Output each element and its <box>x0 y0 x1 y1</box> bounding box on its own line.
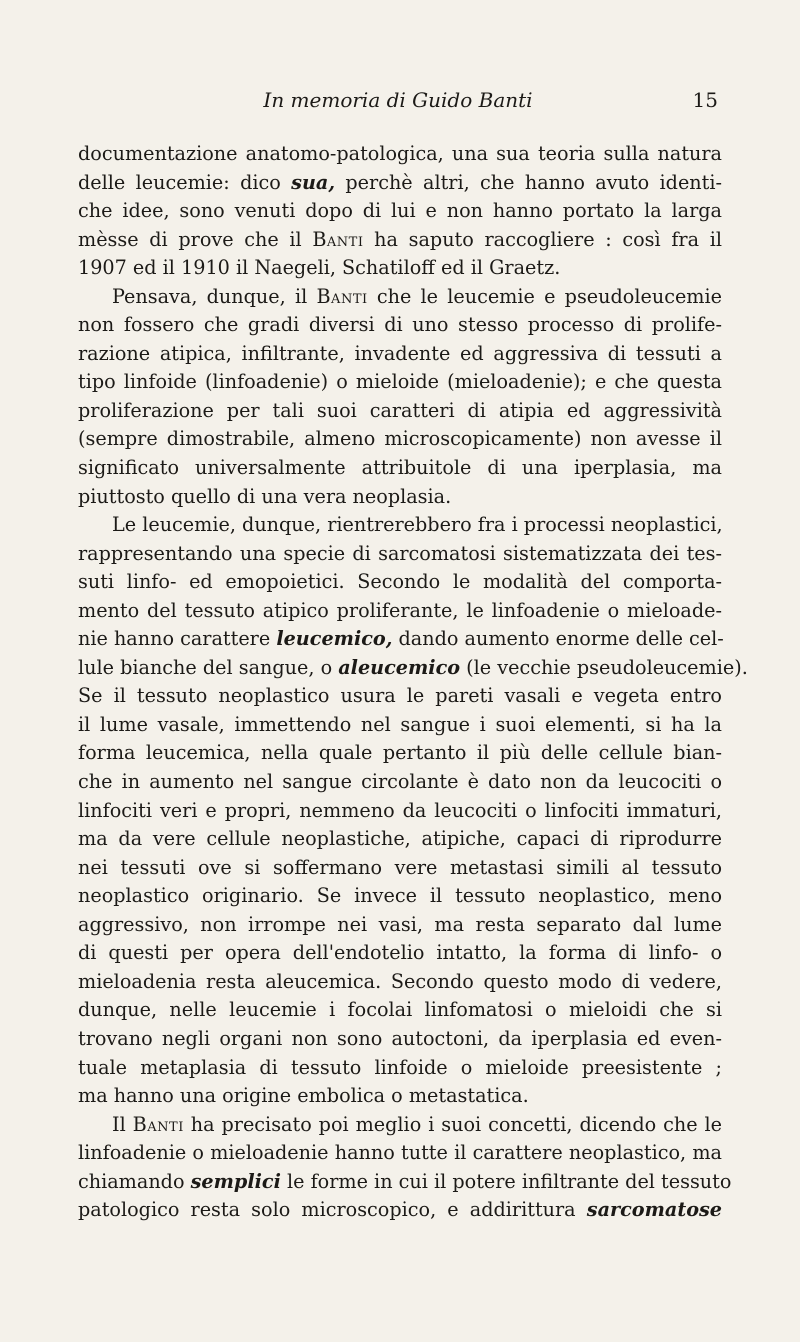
text-line: proliferazione per tali suoi caratteri di atipia ed aggressività <box>78 398 722 422</box>
text-line: che in aumento nel sangue circolante è dato non da leucociti o <box>78 770 722 794</box>
text-line: nei tessuti ove si soffermano vere metastasi simili al tessuto <box>78 855 722 879</box>
text-line: patologico resta solo microscopico, e addirittura sarcomatose <box>78 1198 722 1222</box>
text-line: delle leucemie: dico sua, perchè altri, che hanno avuto identi- <box>78 170 722 194</box>
text-line: 1907 ed il 1910 il Naegeli, Schatiloff ed il Graetz. <box>78 256 561 280</box>
text-line: mèsse di prove che il Banti ha saputo raccogliere : così fra il <box>78 227 722 251</box>
author-name: Banti <box>316 284 368 308</box>
text-line: dunque, nelle leucemie i focolai linfomatosi o mieloidi che si <box>78 998 722 1022</box>
text-line: nie hanno carattere leucemico, dando aumento enorme delle cel- <box>78 627 724 651</box>
text-line: razione atipica, infiltrante, invadente ed aggressiva di tessuti a <box>78 341 722 365</box>
emphasis: aleucemico <box>338 655 461 679</box>
text-line: Pensava, dunque, il Banti che le leucemie e pseudoleucemie <box>112 284 722 308</box>
emphasis: sua, <box>291 170 336 194</box>
text-line: neoplastico originario. Se invece il tessuto neoplastico, meno <box>78 884 722 908</box>
author-name: Banti <box>312 227 364 251</box>
text-line: significato universalmente attribuitole di una iperplasia, ma <box>78 456 722 480</box>
text-line: linfociti veri e propri, nemmeno da leucociti o linfociti immaturi, <box>78 798 722 822</box>
author-name: Banti <box>132 1112 184 1136</box>
body-text <box>78 140 748 1225</box>
text-line: Il Banti ha precisato poi meglio i suoi concetti, dicendo che le <box>112 1112 722 1136</box>
emphasis: semplici <box>190 1169 281 1193</box>
text-line: forma leucemica, nella quale pertanto il più delle cellule bian- <box>78 741 722 765</box>
text-line: di questi per opera dell'endotelio intatto, la forma di linfo- o <box>78 941 722 965</box>
text-line: lule bianche del sangue, o aleucemico (le vecchie pseudoleucemie). <box>78 655 748 679</box>
text-line: il lume vasale, immettendo nel sangue i suoi elementi, si ha la <box>78 712 722 736</box>
text-line: che idee, sono venuti dopo di lui e non hanno portato la larga <box>78 199 722 223</box>
text-line: Le leucemie, dunque, rientrerebbero fra i processi neoplastici, <box>112 513 723 537</box>
text-line: ma da vere cellule neoplastiche, atipiche, capaci di riprodurre <box>78 827 722 851</box>
text-line: tuale metaplasia di tessuto linfoide o mieloide preesistente ; <box>78 1055 722 1079</box>
running-title: In memoria di Guido Banti <box>263 88 533 112</box>
text-line: chiamando semplici le forme in cui il potere infiltrante del tessuto <box>78 1169 732 1193</box>
text-line: tipo linfoide (linfoadenie) o mieloide (mieloadenie); e che questa <box>78 370 722 394</box>
page-number: 15 <box>692 88 718 112</box>
text-line: mieloadenia resta aleucemica. Secondo questo modo di vedere, <box>78 969 722 993</box>
text-line: rappresentando una specie di sarcomatosi sistematizzata dei tes- <box>78 541 722 565</box>
text-line: aggressivo, non irrompe nei vasi, ma resta separato dal lume <box>78 912 722 936</box>
emphasis: sarcomatose <box>586 1198 722 1222</box>
page-header <box>78 88 718 118</box>
text-line: ma hanno una origine embolica o metastatica. <box>78 1084 529 1108</box>
text-line: mento del tessuto atipico proliferante, le linfoadenie o mieloade- <box>78 598 722 622</box>
text-line: non fossero che gradi diversi di uno stesso processo di prolife- <box>78 313 722 337</box>
text-line: documentazione anatomo-patologica, una sua teoria sulla natura <box>78 142 722 165</box>
text-line: Se il tessuto neoplastico usura le pareti vasali e vegeta entro <box>78 684 722 708</box>
text-line: linfoadenie o mieloadenie hanno tutte il carattere neoplastico, ma <box>78 1141 722 1165</box>
text-line: suti linfo- ed emopoietici. Secondo le modalità del comporta- <box>78 570 722 594</box>
text-line: (sempre dimostrabile, almeno microscopicamente) non avesse il <box>78 427 722 451</box>
emphasis: leucemico, <box>276 627 393 651</box>
text-line: trovano negli organi non sono autoctoni, da iperplasia ed even- <box>78 1026 722 1050</box>
text-line: piuttosto quello di una vera neoplasia. <box>78 484 452 508</box>
